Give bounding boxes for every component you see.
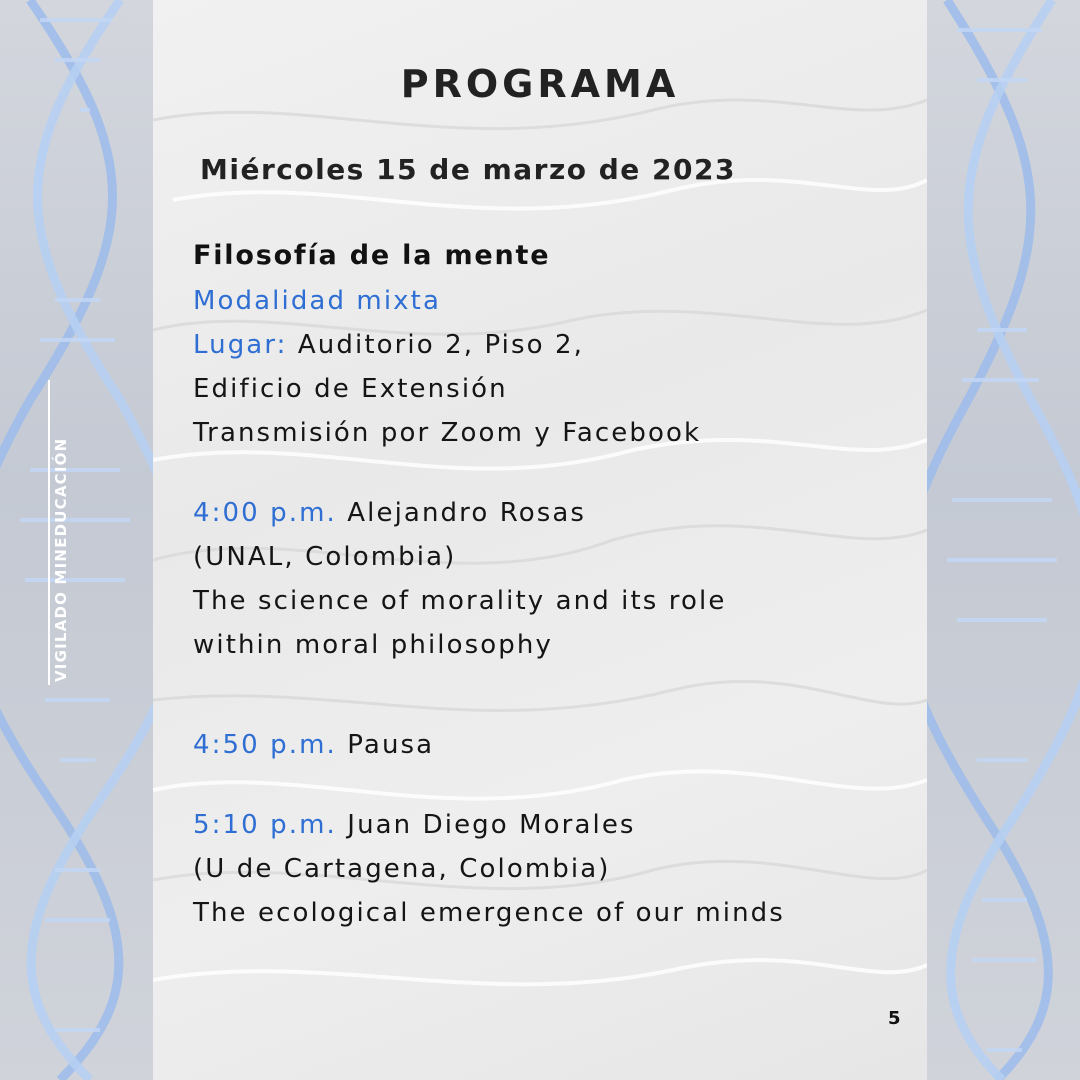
dna-helix-right	[927, 0, 1080, 1080]
side-divider	[48, 380, 50, 685]
session-3-header	[193, 810, 636, 840]
modality-text: Modalidad mixta	[193, 286, 441, 316]
broadcast-text: Transmisión por Zoom y Facebook	[193, 418, 702, 448]
left-dna-border	[0, 0, 153, 1080]
session-1-talk-line-1: The science of morality and its role	[193, 586, 727, 616]
session-1-talk-line-2: within moral philosophy	[193, 630, 553, 660]
session-3-affiliation: (U de Cartagena, Colombia)	[193, 854, 611, 884]
session-1-header	[193, 498, 586, 528]
session-3-talk-line-1: The ecological emergence of our minds	[193, 898, 785, 928]
session-2-time: 4:50 p.m.	[193, 730, 337, 760]
session-3-speaker: Juan Diego Morales	[347, 810, 636, 840]
program-panel	[153, 0, 927, 1080]
session-3-time: 5:10 p.m.	[193, 810, 337, 840]
vigilado-label: VIGILADO MINEDUCACIÓN	[52, 437, 70, 682]
right-dna-border	[927, 0, 1080, 1080]
page-number: 5	[888, 1008, 901, 1029]
dna-helix-left	[0, 0, 153, 1080]
session-1-speaker: Alejandro Rosas	[347, 498, 587, 528]
session-1-time: 4:00 p.m.	[193, 498, 337, 528]
session-1-affiliation: (UNAL, Colombia)	[193, 542, 457, 572]
event-date: Miércoles 15 de marzo de 2023	[200, 153, 736, 186]
section-heading: Filosofía de la mente	[193, 240, 551, 271]
session-2-name: Pausa	[347, 730, 435, 760]
place-line	[193, 330, 584, 360]
place-line-2: Edificio de Extensión	[193, 374, 508, 404]
session-2-header	[193, 730, 434, 760]
place-label: Lugar:	[193, 330, 288, 360]
page-title: PROGRAMA	[400, 62, 680, 106]
place-value: Auditorio 2, Piso 2,	[297, 330, 585, 360]
